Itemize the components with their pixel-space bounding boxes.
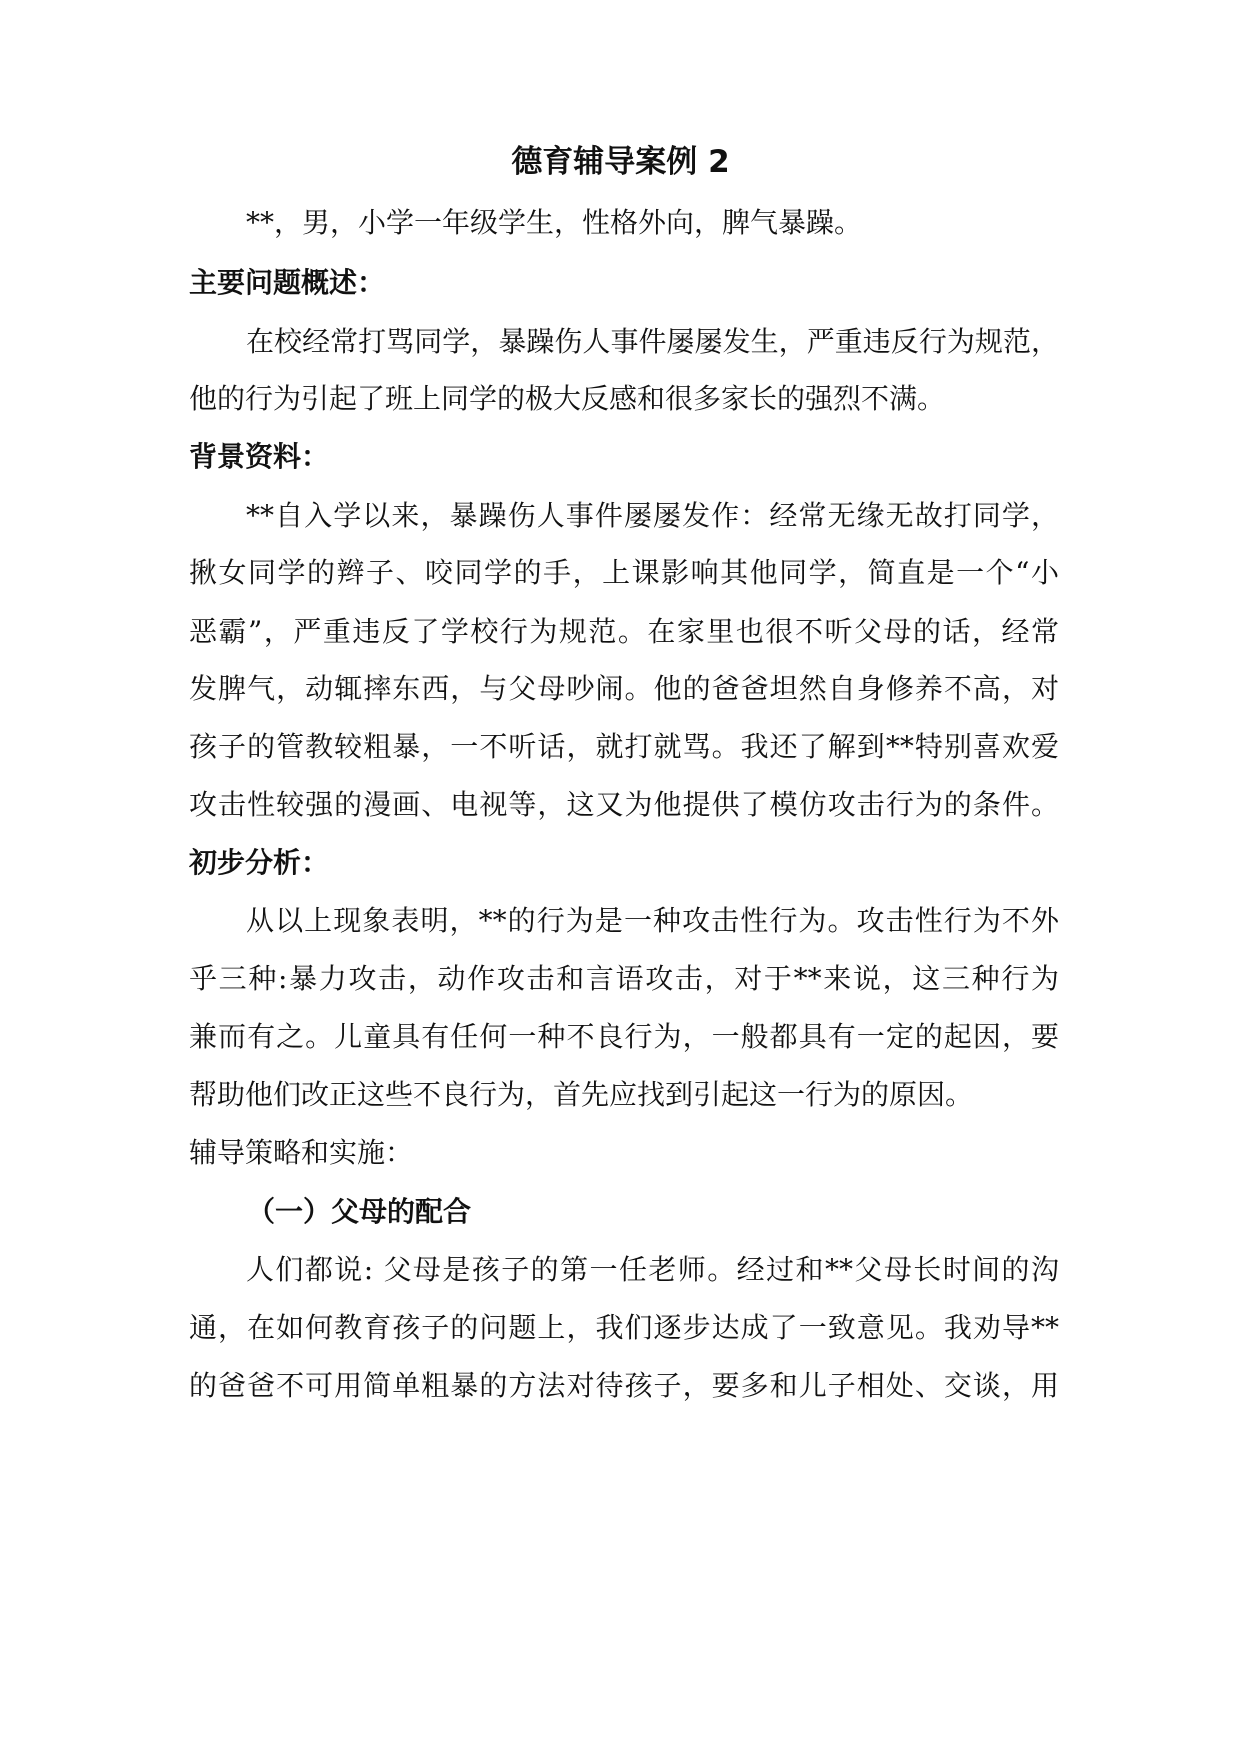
paragraph-line: 人们都说: 父母是孩子的第一任老师。经过和**父母长时间的沟 <box>246 1253 1059 1286</box>
paragraph-line: 乎三种:暴力攻击，动作攻击和言语攻击，对于**来说，这三种行为 <box>189 962 1059 995</box>
subsection-heading-parents: （一）父母的配合 <box>247 1195 472 1228</box>
paragraph-line: 在校经常打骂同学，暴躁伤人事件屡屡发生，严重违反行为规范， <box>246 325 1059 358</box>
document-title: 德育辅导案例 2 <box>511 144 730 180</box>
paragraph-line: 攻击性较强的漫画、电视等，这又为他提供了模仿攻击行为的条件。 <box>189 788 1059 821</box>
paragraph-line: 兼而有之。儿童具有任何一种不良行为，一般都具有一定的起因，要 <box>189 1020 1059 1053</box>
intro-line: **，男，小学一年级学生，性格外向，脾气暴躁。 <box>246 206 863 239</box>
paragraph-line: 帮助他们改正这些不良行为，首先应找到引起这一行为的原因。 <box>189 1078 974 1111</box>
paragraph-line: 揪女同学的辫子、咬同学的手，上课影响其他同学，简直是一个“小 <box>189 556 1059 589</box>
paragraph-line: 的爸爸不可用简单粗暴的方法对待孩子，要多和儿子相处、交谈，用 <box>189 1369 1059 1402</box>
section-heading-strategy: 辅导策略和实施： <box>189 1136 414 1169</box>
paragraph-line: 恶霸”，严重违反了学校行为规范。在家里也很不听父母的话，经常 <box>189 615 1059 648</box>
paragraph-line: 通，在如何教育孩子的问题上，我们逐步达成了一致意见。我劝导** <box>189 1311 1059 1344</box>
paragraph-line: 孩子的管教较粗暴，一不听话，就打就骂。我还了解到**特别喜欢爱 <box>189 730 1059 763</box>
paragraph-line: 发脾气，动辄摔东西，与父母吵闹。他的爸爸坦然自身修养不高，对 <box>189 672 1059 705</box>
paragraph-line: 从以上现象表明，**的行为是一种攻击性行为。攻击性行为不外 <box>246 904 1059 937</box>
paragraph-line: **自入学以来，暴躁伤人事件屡屡发作：经常无缘无故打同学， <box>246 499 1059 532</box>
section-heading-background: 背景资料： <box>189 440 330 473</box>
section-heading-problem: 主要问题概述： <box>189 266 386 299</box>
paragraph-line: 他的行为引起了班上同学的极大反感和很多家长的强烈不满。 <box>189 382 946 415</box>
section-heading-analysis: 初步分析： <box>189 846 330 879</box>
